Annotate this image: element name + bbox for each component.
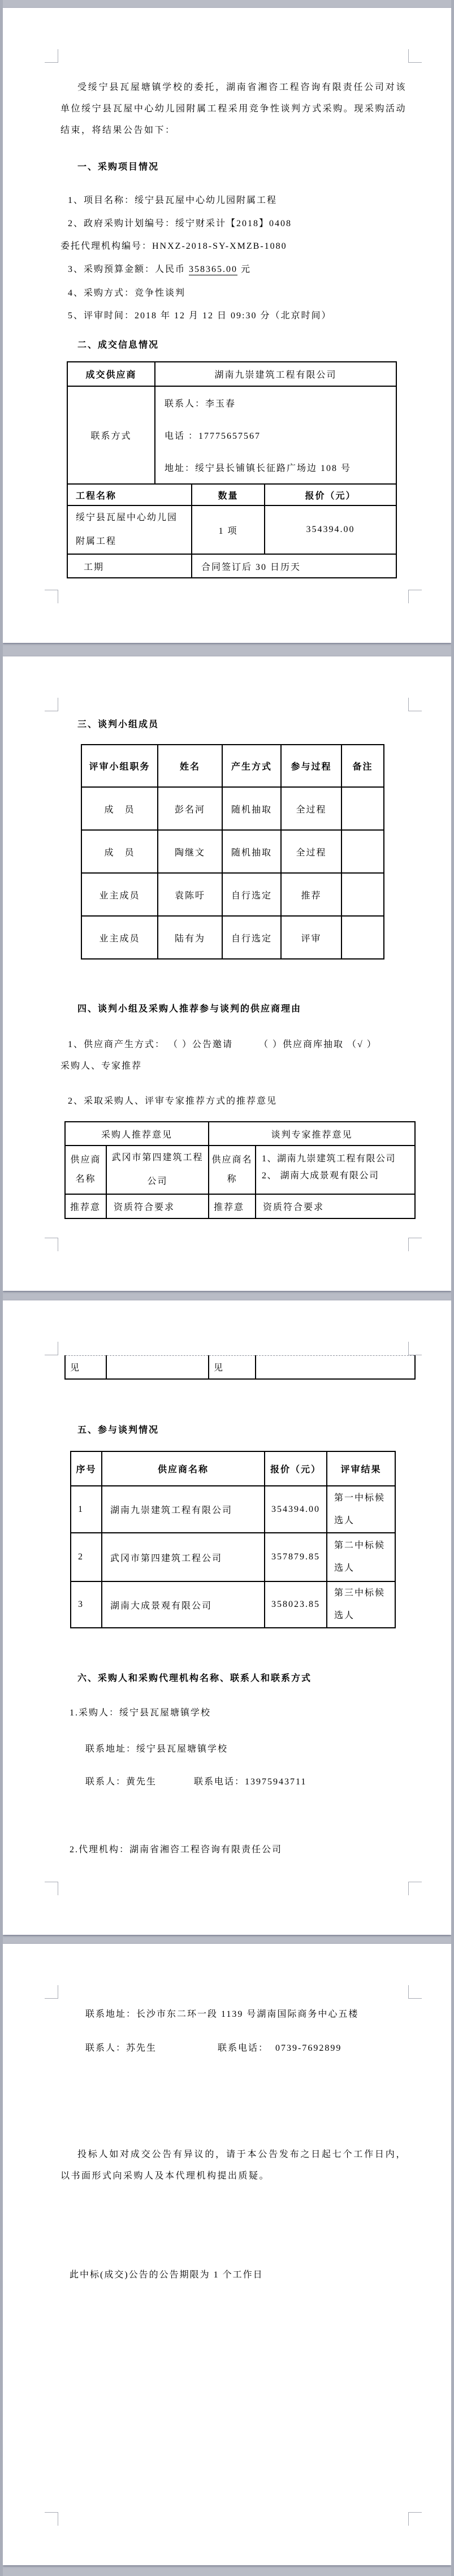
column-header: 产生方式 (222, 745, 281, 787)
section-1-heading: 一、采购项目情况 (77, 162, 159, 172)
section-3-heading: 三、谈判小组成员 (77, 720, 159, 729)
table-cell: 全过程 (281, 787, 341, 830)
crop-mark-top-right-icon (408, 698, 422, 711)
table-cell (341, 873, 384, 916)
recommendation-table (64, 1121, 416, 1219)
table-cell: 评审 (281, 916, 341, 959)
qty-cell: 1 项 (192, 505, 265, 554)
page-2 (3, 656, 451, 1291)
contact-address: 地址：绥宁县长铺镇长征路广场边 108 号 (165, 464, 352, 473)
bid-price-cell: 357879.85 (265, 1533, 327, 1581)
crop-mark-bottom-right-icon (408, 1882, 422, 1895)
crop-mark-bottom-left-icon (45, 1882, 58, 1895)
section-5-heading: 五、参与谈判情况 (77, 1425, 159, 1435)
duration-label-cell: 工期 (67, 554, 192, 578)
column-header: 参与过程 (281, 745, 341, 787)
budget-suffix: 元 (237, 265, 252, 274)
negotiation-panel-table (81, 744, 384, 959)
table-cell: 推荐 (281, 873, 341, 916)
table-row (71, 1533, 395, 1581)
table-row (81, 916, 384, 959)
bid-price-cell: 354394.00 (265, 1486, 327, 1533)
table-cell: 彭名河 (158, 787, 222, 830)
price-column-header: 报价（元） (265, 484, 396, 505)
page-1 (3, 8, 451, 643)
buyer-supplier-cell: 武冈市第四建筑工程公司 (106, 1146, 209, 1194)
bidder-name-cell: 武冈市第四建筑工程公司 (102, 1533, 265, 1581)
table-cell: 袁陈吁 (158, 873, 222, 916)
budget-prefix: 3、采购预算金额：人民币 (68, 265, 189, 274)
table-row (71, 1486, 395, 1533)
table-row (81, 873, 384, 916)
opinion-label-cell: 推荐意 (209, 1194, 256, 1218)
deal-info-table (67, 361, 397, 578)
opinion-label-cell: 推荐意 (65, 1194, 106, 1218)
project-column-header: 工程名称 (67, 484, 192, 505)
column-header: 评审结果 (327, 1451, 395, 1486)
project-name-item: 1、项目名称：绥宁县瓦屋中心幼儿园附属工程 (68, 196, 278, 205)
qty-column-header: 数量 (192, 484, 265, 505)
buyer-contact-person: 联系人：黄先生 (85, 1777, 157, 1787)
table-cell: 全过程 (281, 830, 341, 873)
table-cell: 自行选定 (222, 873, 281, 916)
expert-opinion-header: 谈判专家推荐意见 (209, 1122, 415, 1146)
agency-contact-person: 联系人：苏先生 (85, 2043, 157, 2053)
agency-contact-phone: 联系电话： 0739-7692899 (218, 2043, 342, 2053)
buyer-contact-line (85, 1774, 306, 1787)
crop-mark-top-left-icon (45, 49, 58, 63)
buyer-line: 1.采购人：绥宁县瓦屋塘镇学校 (70, 1708, 211, 1718)
review-time-item: 5、评审时间：2018 年 12 月 12 日 09:30 分（北京时间） (68, 311, 332, 321)
table-cell (341, 916, 384, 959)
table-cell: 业主成员 (81, 873, 158, 916)
empty-cell (256, 1356, 415, 1379)
table-cell: 随机抽取 (222, 787, 281, 830)
plan-number-item: 2、政府采购计划编号：绥宁财采计【2018】0408 (68, 219, 292, 228)
supplier-method-line2: 采购人、专家推荐 (60, 1061, 142, 1071)
column-header: 姓名 (158, 745, 222, 787)
column-header: 供应商名称 (102, 1451, 265, 1486)
page-4 (3, 1944, 451, 2565)
section-4-heading: 四、谈判小组及采购人推荐参与谈判的供应商理由 (77, 1004, 302, 1014)
empty-cell (106, 1356, 209, 1379)
section-6-heading: 六、采购人和采购代理机构名称、联系人和联系方式 (77, 1674, 312, 1683)
result-cell: 第二中标候选人 (327, 1533, 395, 1581)
viewer-right-edge (451, 0, 454, 2576)
agency-address-line: 联系地址：长沙市东二环一段 1139 号湖南国际商务中心五楼 (85, 2009, 359, 2019)
contact-info-cell (155, 386, 396, 484)
bidder-name-cell: 湖南大成景观有限公司 (102, 1581, 265, 1628)
crop-mark-bottom-left-icon (45, 1238, 58, 1251)
table-cell: 业主成员 (81, 916, 158, 959)
agency-number-item: 委托代理机构编号：HNXZ-2018-SY-XMZB-1080 (60, 241, 287, 251)
buyer-opinion-header: 采购人推荐意见 (65, 1122, 209, 1146)
table-cell: 成 员 (81, 830, 158, 873)
crop-mark-top-right-icon (408, 1985, 422, 1999)
table-cell: 陆有为 (158, 916, 222, 959)
table-cell: 随机抽取 (222, 830, 281, 873)
crop-mark-bottom-right-icon (408, 1238, 422, 1251)
supplier-label-cell: 供应商名称 (65, 1146, 106, 1194)
buyer-address-line: 联系地址：绥宁县瓦屋塘镇学校 (85, 1744, 228, 1754)
opinion-label-continued-cell: 见 (209, 1356, 256, 1379)
table-row (71, 1581, 395, 1628)
objection-paragraph: 投标人如对成交公告有异议的，请于本公告发布之日起七个工作日内，以书面形式向采购人及本代理机构提出质疑。 (60, 2150, 407, 2181)
crop-mark-top-right-icon (408, 49, 422, 63)
rank-cell: 2 (71, 1533, 102, 1581)
table-cell (341, 787, 384, 830)
table-row (81, 787, 384, 830)
rank-cell: 1 (71, 1486, 102, 1533)
supplier-name-cell: 湖南九崇建筑工程有限公司 (155, 362, 396, 386)
contact-phone: 电话 ：17775657567 (165, 431, 261, 441)
column-header: 序号 (71, 1451, 102, 1486)
section-2-heading: 二、成交信息情况 (77, 340, 159, 350)
table-cell: 陶继文 (158, 830, 222, 873)
supplier-label-cell: 成交供应商 (67, 362, 155, 386)
page-3 (3, 1300, 451, 1935)
expert-supplier-2: 2、 湖南大成景观有限公司 (262, 1171, 379, 1181)
project-name-cell: 绥宁县瓦屋中心幼儿园附属工程 (67, 505, 192, 554)
crop-mark-bottom-right-icon (408, 2512, 422, 2526)
crop-mark-bottom-left-icon (45, 590, 58, 603)
crop-mark-bottom-left-icon (45, 2512, 58, 2526)
viewer-left-edge (0, 0, 3, 2576)
table-row (81, 830, 384, 873)
result-cell: 第一中标候选人 (327, 1486, 395, 1533)
table-cell: 自行选定 (222, 916, 281, 959)
method-item: 4、采购方式：竞争性谈判 (68, 288, 186, 298)
supplier-label-cell: 供应商名称 (209, 1146, 256, 1194)
contact-label-cell: 联系方式 (67, 386, 155, 484)
expert-suppliers-cell (256, 1146, 415, 1194)
crop-mark-bottom-right-icon (408, 590, 422, 603)
result-cell: 第三中标候选人 (327, 1581, 395, 1628)
recommendation-intro-line: 2、采取采购人、评审专家推荐方式的推荐意见 (68, 1096, 278, 1106)
agency-line: 2.代理机构：湖南省湘咨工程咨询有限责任公司 (70, 1845, 283, 1855)
expert-opinion-cell: 资质符合要求 (256, 1194, 415, 1218)
table-cell (341, 830, 384, 873)
buyer-opinion-cell: 资质符合要求 (106, 1194, 209, 1218)
duration-value-cell: 合同签订后 30 日历天 (192, 554, 396, 578)
supplier-method-line: 1、供应商产生方式： （ ）公告邀请 （ ）供应商库抽取 （√ ） (68, 1040, 377, 1049)
table-cell: 成 员 (81, 787, 158, 830)
intro-paragraph: 受绥宁县瓦屋塘镇学校的委托，湖南省湘咨工程咨询有限责任公司对该单位绥宁县瓦屋中心幼儿园附属工程采用竞争性谈判方式采购。现采购活动结束，将结果公告如下： (60, 83, 407, 135)
column-header: 评审小组职务 (81, 745, 158, 787)
contact-person: 联系人：李玉春 (165, 399, 236, 409)
opinion-label-continued-cell: 见 (65, 1356, 106, 1379)
rank-cell: 3 (71, 1581, 102, 1628)
crop-mark-top-right-icon (408, 1342, 422, 1355)
crop-mark-top-left-icon (45, 1342, 58, 1355)
price-cell: 354394.00 (265, 505, 396, 554)
participants-table (70, 1451, 396, 1628)
expert-supplier-1: 1、湖南九崇建筑工程有限公司 (262, 1154, 396, 1164)
bid-price-cell: 358023.85 (265, 1581, 327, 1628)
agency-contact-line (85, 2041, 341, 2054)
buyer-contact-phone: 联系电话：13975943711 (194, 1777, 307, 1787)
column-header: 备注 (341, 745, 384, 787)
bidder-name-cell: 湖南九崇建筑工程有限公司 (102, 1486, 265, 1533)
crop-mark-top-left-icon (45, 1985, 58, 1999)
budget-amount: 358365.00 (189, 265, 238, 274)
notice-period-line: 此中标(成交)公告的公告期限为 1 个工作日 (70, 2270, 263, 2280)
budget-item (68, 262, 251, 275)
crop-mark-top-left-icon (45, 698, 58, 711)
column-header: 报价（元） (265, 1451, 327, 1486)
split-row-table-fragment (64, 1355, 416, 1380)
